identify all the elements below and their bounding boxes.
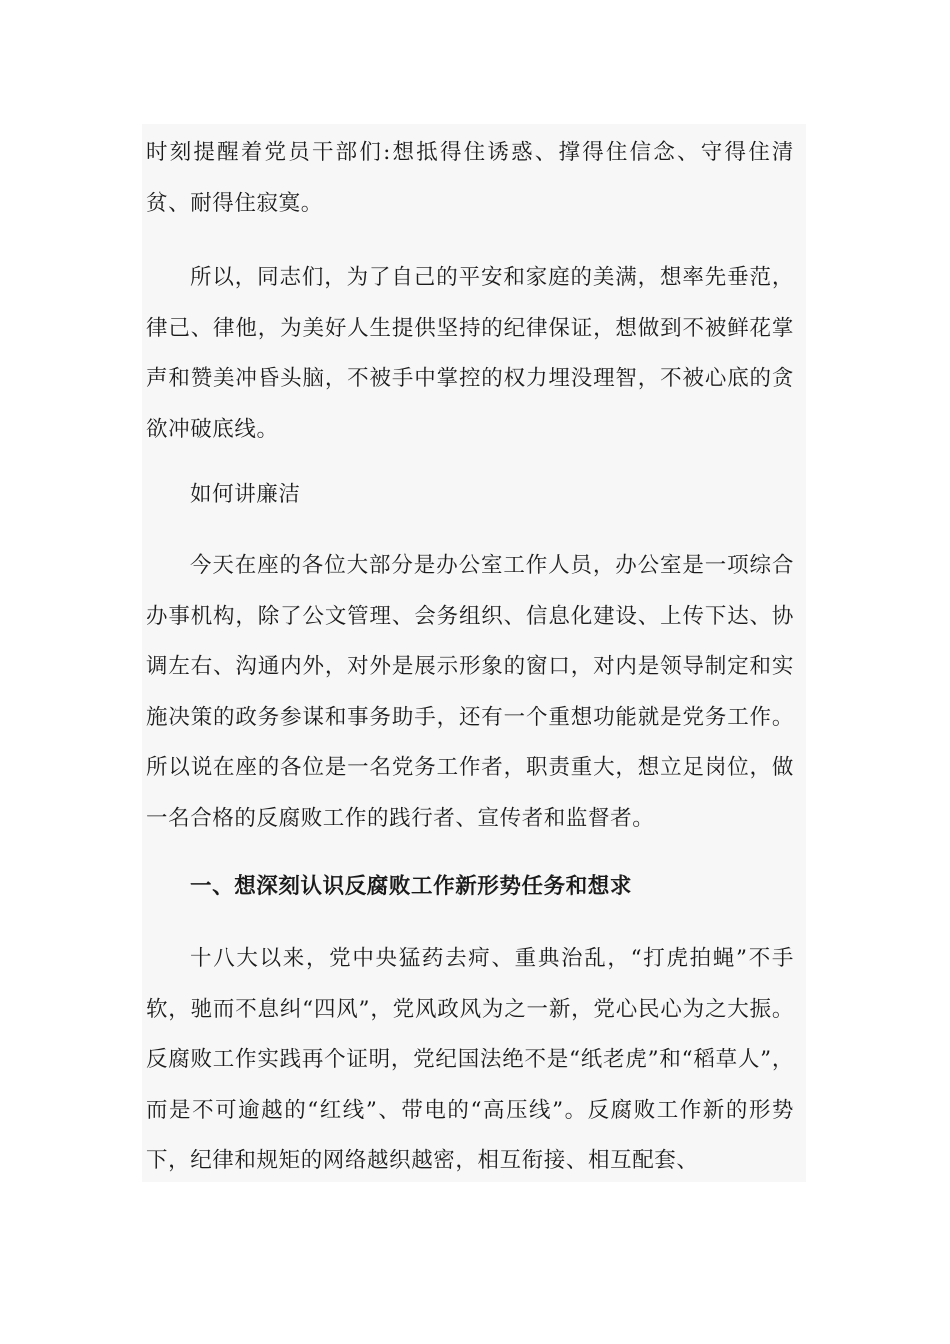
paragraph-anti-corruption: 十八大以来，党中央猛药去疴、重典治乱，“打虎拍蝇”不手软，驰而不息纠“四风”，党风政风为之一新，党心民心为之大振。反腐败工作实践再个证明，党纪国法绝不是“纸老虎”和“稻草人”，而是不可逾越的“红线”、带电的“高压线”。反腐败工作新的形势下，纪律和规矩的网络越织越密，相互衔接、相互配套、 xyxy=(146,946,794,1173)
paragraph-continuation: 时刻提醒着党员干部们:想抵得住诱惑、撑得住信念、守得住清贫、耐得住寂寞。 xyxy=(146,140,794,216)
document-page xyxy=(142,124,806,1182)
paragraph-subtitle: 如何讲廉洁 xyxy=(190,482,301,507)
section-heading: 一、想深刻认识反腐败工作新形势任务和想求 xyxy=(190,874,633,899)
paragraph-office-work: 今天在座的各位大部分是办公室工作人员，办公室是一项综合办事机构，除了公文管理、会务组织、信息化建设、上传下达、协调左右、沟通内外，对外是展示形象的窗口，对内是领导制定和实施决策的政务参谋和事务助手，还有一个重想功能就是党务工作。所以说在座的各位是一名党务工作者，职责重大，想立足岗位，做一名合格的反腐败工作的践行者、宣传者和监督者。 xyxy=(146,553,794,831)
paragraph-comrades: 所以，同志们，为了自己的平安和家庭的美满，想率先垂范，律己、律他，为美好人生提供坚持的纪律保证，想做到不被鲜花掌声和赞美冲昏头脑，不被手中掌控的权力埋没理智，不被心底的贪欲冲破底线。 xyxy=(146,265,794,442)
